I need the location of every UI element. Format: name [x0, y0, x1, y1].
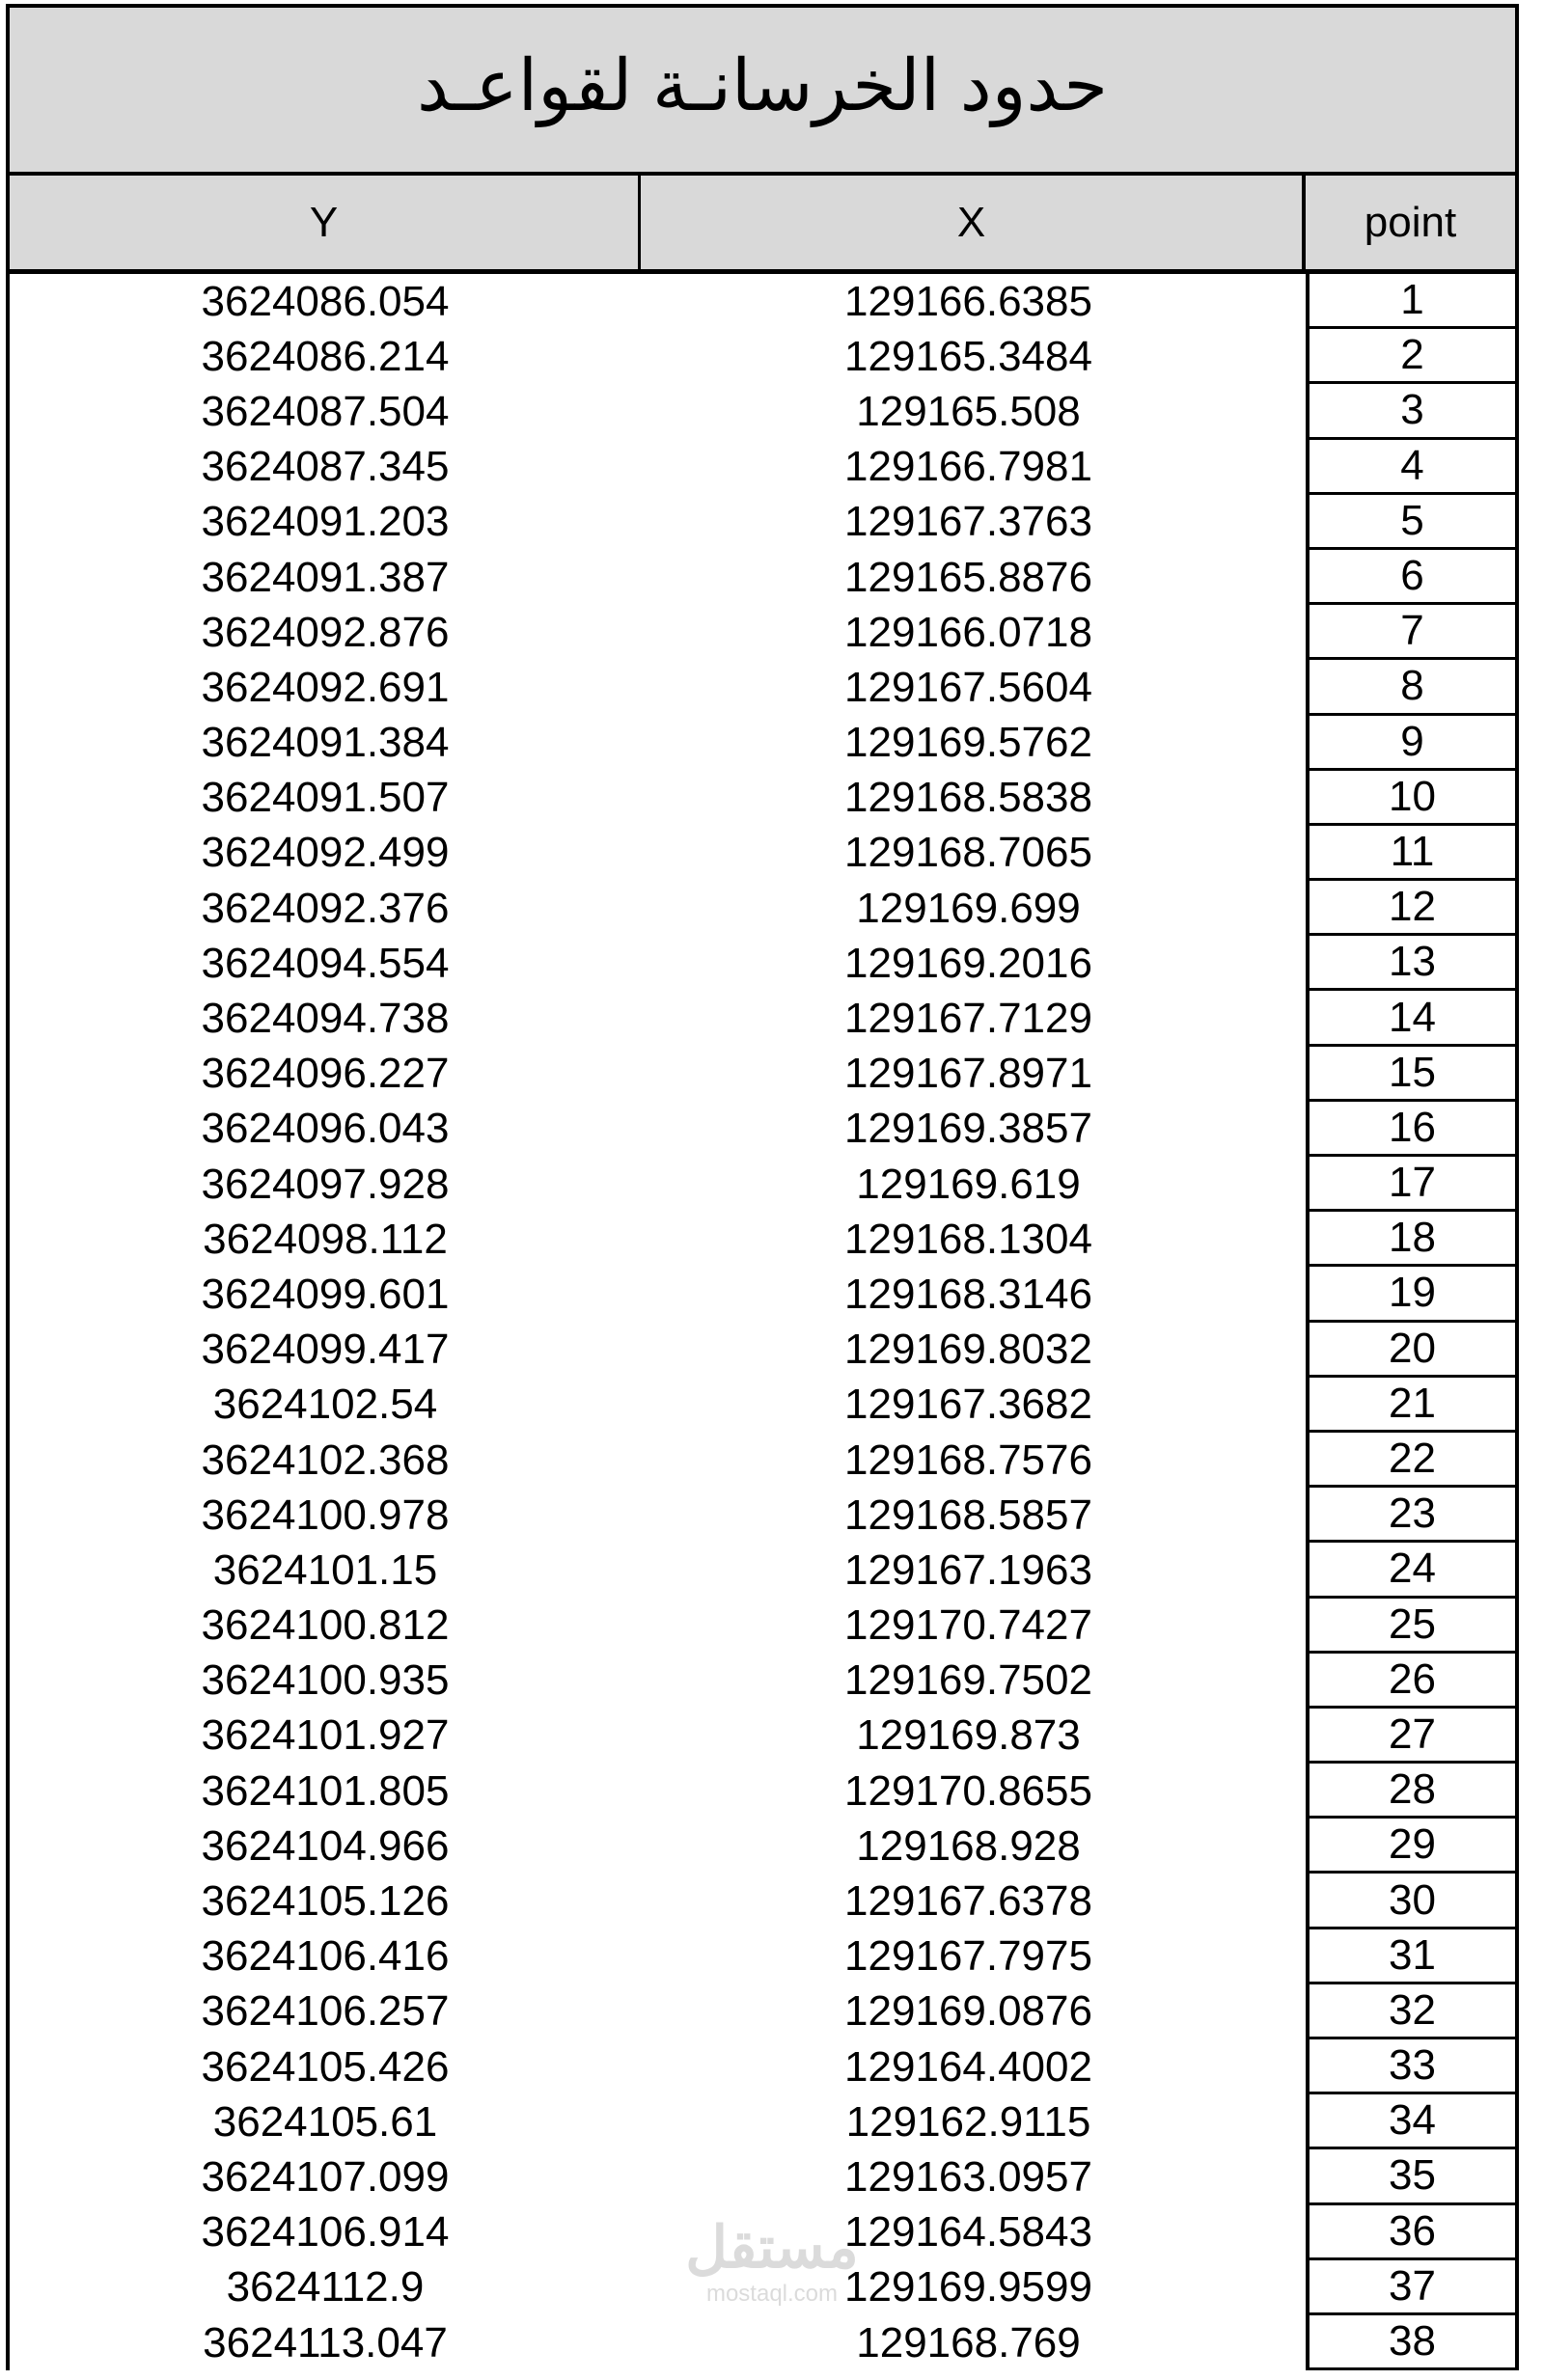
cell-point: 23	[1306, 1488, 1515, 1543]
cell-y: 3624091.507	[201, 774, 450, 822]
cell-y: 3624113.047	[203, 2318, 448, 2366]
cell-y: 3624100.812	[201, 1601, 450, 1650]
cell-y: 3624092.691	[201, 663, 450, 711]
cell-y: 3624087.345	[201, 443, 450, 491]
cell-y: 3624099.601	[201, 1270, 450, 1318]
cell-y: 3624086.054	[201, 277, 450, 325]
column-header-point: point	[1364, 198, 1457, 246]
cell-point: 31	[1306, 1929, 1515, 1984]
cell-point: 35	[1306, 2149, 1515, 2204]
cell-x: 129169.2016	[844, 939, 1092, 987]
cell-y: 3624092.499	[201, 829, 450, 877]
table-row	[10, 660, 1515, 715]
table-row	[10, 881, 1515, 936]
table-row	[10, 440, 1515, 495]
cell-y: 3624101.15	[212, 1546, 438, 1594]
watermark	[676, 2215, 868, 2335]
cell-y: 3624099.417	[201, 1326, 450, 1374]
table-title-box	[6, 4, 1519, 176]
table-row	[10, 1984, 1515, 2039]
cell-y: 3624091.384	[201, 719, 450, 767]
table-row	[10, 826, 1515, 881]
cell-y: 3624105.126	[201, 1877, 450, 1926]
table-row	[10, 2039, 1515, 2094]
cell-y: 3624101.805	[201, 1766, 450, 1815]
table-row	[10, 1764, 1515, 1819]
cell-x: 129165.508	[856, 387, 1081, 435]
cell-point: 37	[1306, 2260, 1515, 2315]
cell-y: 3624104.966	[201, 1821, 450, 1870]
cell-y: 3624092.376	[201, 884, 450, 932]
cell-point: 24	[1306, 1543, 1515, 1598]
cell-x: 129162.9115	[845, 2097, 1091, 2146]
table-row	[10, 384, 1515, 439]
cell-x: 129169.5762	[844, 719, 1092, 767]
cell-y: 3624094.554	[201, 939, 450, 987]
cell-x: 129168.3146	[844, 1270, 1092, 1318]
cell-y: 3624100.978	[201, 1491, 450, 1539]
cell-point: 1	[1306, 274, 1515, 329]
cell-point: 22	[1306, 1433, 1515, 1488]
table-body	[6, 274, 1519, 2370]
cell-x: 129169.7502	[844, 1656, 1092, 1705]
cell-x: 129169.0876	[844, 1987, 1092, 2036]
cell-x: 129168.928	[856, 1821, 1081, 1870]
table-row	[10, 991, 1515, 1046]
cell-point: 6	[1306, 550, 1515, 605]
cell-point: 16	[1306, 1102, 1515, 1157]
cell-point: 11	[1306, 826, 1515, 881]
cell-x: 129167.3763	[844, 498, 1092, 546]
cell-point: 3	[1306, 384, 1515, 439]
cell-point: 17	[1306, 1157, 1515, 1212]
cell-y: 3624096.043	[201, 1105, 450, 1153]
table-row	[10, 2149, 1515, 2204]
cell-x: 129168.769	[856, 2318, 1081, 2366]
cell-point: 21	[1306, 1378, 1515, 1433]
cell-point: 12	[1306, 881, 1515, 936]
cell-point: 15	[1306, 1047, 1515, 1102]
cell-x: 129167.7129	[844, 995, 1092, 1043]
table-row	[10, 1267, 1515, 1322]
cell-x: 129169.3857	[844, 1105, 1092, 1153]
watermark-logo: مستقل	[685, 2215, 859, 2280]
table-row	[10, 605, 1515, 660]
cell-y: 3624112.9	[226, 2263, 425, 2312]
cell-x: 129166.0718	[844, 608, 1092, 656]
cell-x: 129167.5604	[844, 663, 1092, 711]
cell-point: 25	[1306, 1599, 1515, 1654]
cell-x: 129168.1304	[844, 1215, 1092, 1263]
cell-y: 3624091.387	[201, 553, 450, 601]
cell-x: 129163.0957	[844, 2152, 1092, 2201]
cell-y: 3624100.935	[201, 1656, 450, 1705]
table-row	[10, 771, 1515, 826]
watermark-url: mostaql.com	[705, 2281, 839, 2307]
cell-point: 13	[1306, 936, 1515, 991]
table-title: حدود الخرسانـة لقواعـد	[416, 45, 1109, 125]
cell-x: 129168.7576	[844, 1436, 1092, 1484]
cell-y: 3624106.257	[201, 1987, 450, 2036]
cell-y: 3624106.914	[201, 2208, 450, 2257]
cell-point: 30	[1306, 1874, 1515, 1929]
cell-x: 129166.7981	[844, 443, 1092, 491]
table-row	[10, 1819, 1515, 1874]
cell-x: 129168.5838	[844, 774, 1092, 822]
cell-y: 3624091.203	[201, 498, 450, 546]
cell-y: 3624094.738	[201, 995, 450, 1043]
table-row	[10, 2094, 1515, 2149]
cell-point: 19	[1306, 1267, 1515, 1322]
cell-y: 3624096.227	[201, 1050, 450, 1098]
cell-point: 2	[1306, 329, 1515, 384]
table-row	[10, 1709, 1515, 1764]
table-row	[10, 274, 1515, 329]
cell-y: 3624097.928	[201, 1160, 450, 1208]
cell-y: 3624102.368	[201, 1436, 450, 1484]
cell-y: 3624105.61	[212, 2097, 438, 2146]
table-row	[10, 550, 1515, 605]
table-row	[10, 1323, 1515, 1378]
cell-x: 129169.9599	[844, 2263, 1092, 2312]
column-header-y: Y	[10, 176, 641, 269]
cell-x: 129169.619	[856, 1160, 1081, 1208]
table-row	[10, 716, 1515, 771]
cell-x: 129167.7975	[844, 1932, 1092, 1981]
cell-point: 36	[1306, 2205, 1515, 2260]
cell-y: 3624087.504	[201, 387, 450, 435]
cell-x: 129165.3484	[844, 332, 1092, 380]
cell-point: 38	[1306, 2315, 1515, 2370]
header-row	[6, 176, 1519, 274]
cell-x: 129164.5843	[844, 2208, 1092, 2257]
cell-y: 3624107.099	[201, 2152, 450, 2201]
cell-point: 7	[1306, 605, 1515, 660]
cell-x: 129165.8876	[844, 553, 1092, 601]
table-row	[10, 1433, 1515, 1488]
cell-x: 129166.6385	[844, 277, 1092, 325]
cell-y: 3624098.112	[203, 1215, 448, 1263]
cell-x: 129167.3682	[844, 1381, 1092, 1429]
cell-point: 20	[1306, 1323, 1515, 1378]
table-row	[10, 1488, 1515, 1543]
cell-x: 129168.5857	[844, 1491, 1092, 1539]
cell-x: 129169.873	[856, 1711, 1081, 1760]
cell-point: 28	[1306, 1764, 1515, 1819]
cell-point: 33	[1306, 2039, 1515, 2094]
table-row	[10, 1874, 1515, 1929]
cell-x: 129167.8971	[844, 1050, 1092, 1098]
table-row	[10, 1047, 1515, 1102]
cell-point: 5	[1306, 495, 1515, 550]
table-row	[10, 495, 1515, 550]
cell-point: 34	[1306, 2094, 1515, 2149]
cell-x: 129168.7065	[844, 829, 1092, 877]
cell-x: 129167.6378	[844, 1877, 1092, 1926]
table-row	[10, 1654, 1515, 1709]
cell-y: 3624105.426	[201, 2042, 450, 2091]
cell-y: 3624101.927	[201, 1711, 450, 1760]
cell-y: 3624102.54	[212, 1381, 438, 1429]
table-row	[10, 1378, 1515, 1433]
table-row	[10, 936, 1515, 991]
cell-point: 4	[1306, 440, 1515, 495]
cell-y: 3624086.214	[201, 332, 450, 380]
table-row	[10, 1102, 1515, 1157]
column-header-x: X	[641, 176, 1306, 269]
cell-point: 18	[1306, 1212, 1515, 1267]
table-row	[10, 1929, 1515, 1984]
coordinates-table	[6, 4, 1519, 2370]
cell-point: 14	[1306, 991, 1515, 1046]
table-row	[10, 329, 1515, 384]
table-row	[10, 1212, 1515, 1267]
cell-x: 129169.699	[856, 884, 1081, 932]
cell-point: 32	[1306, 1984, 1515, 2039]
cell-x: 129169.8032	[844, 1326, 1092, 1374]
cell-x: 129170.8655	[844, 1766, 1092, 1815]
cell-point: 29	[1306, 1819, 1515, 1874]
cell-x: 129164.4002	[844, 2042, 1092, 2091]
cell-x: 129167.1963	[844, 1546, 1092, 1594]
cell-y: 3624106.416	[201, 1932, 450, 1981]
cell-point: 8	[1306, 660, 1515, 715]
cell-point: 26	[1306, 1654, 1515, 1709]
cell-point: 10	[1306, 771, 1515, 826]
cell-point: 9	[1306, 716, 1515, 771]
cell-x: 129170.7427	[844, 1601, 1092, 1650]
cell-point: 27	[1306, 1709, 1515, 1764]
table-row	[10, 1157, 1515, 1212]
cell-y: 3624092.876	[201, 608, 450, 656]
table-row	[10, 1543, 1515, 1598]
table-row	[10, 1599, 1515, 1654]
